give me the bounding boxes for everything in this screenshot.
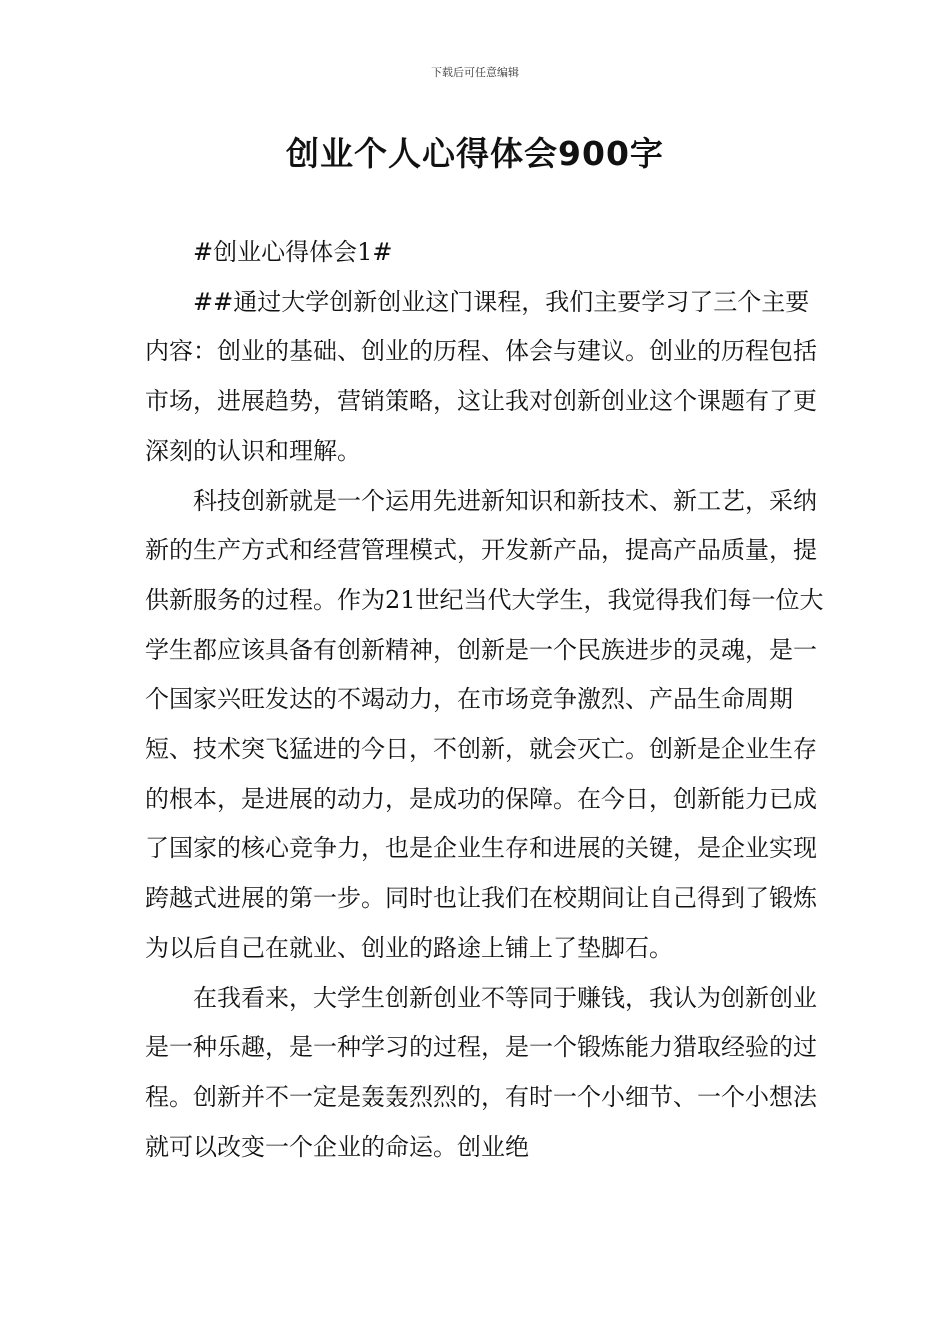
document-body	[145, 228, 825, 1172]
section-heading: #创业心得体会1#	[193, 238, 393, 266]
header-note: 下载后可任意编辑	[431, 66, 519, 79]
paragraph: 在我看来，大学生创新创业不等同于赚钱，我认为创新创业是一种乐趣，是一种学习的过程，是一个锻炼能力猎取经验的过程。创新并不一定是轰轰烈烈的，有时一个小细节、一个小想法就可以改变一个企业的命运。创业绝	[145, 983, 817, 1161]
paragraph: 科技创新就是一个运用先进新知识和新技术、新工艺，采纳新的生产方式和经营管理模式，开发新产品，提高产品质量，提供新服务的过程。作为21世纪当代大学生，我觉得我们每一位大学生都应该具备有创新精神，创新是一个民族进步的灵魂，是一个国家兴旺发达的不竭动力，在市场竞争激烈、产品生命周期短、技术突飞猛进的今日，不创新，就会灭亡。创新是企业生存的根本，是进展的动力，是成功的保障。在今日，创新能力已成了国家的核心竞争力，也是企业生存和进展的关键，是企业实现跨越式进展的第一步。同时也让我们在校期间让自己得到了锻炼为以后自己在就业、创业的路途上铺上了垫脚石。	[145, 486, 824, 962]
paragraph: ##通过大学创新创业这门课程，我们主要学习了三个主要内容：创业的基础、创业的历程、体会与建议。创业的历程包括市场，进展趋势，营销策略，这让我对创新创业这个课题有了更深刻的认识和理解。	[145, 287, 817, 465]
document-title: 创业个人心得体会900字	[286, 134, 664, 173]
